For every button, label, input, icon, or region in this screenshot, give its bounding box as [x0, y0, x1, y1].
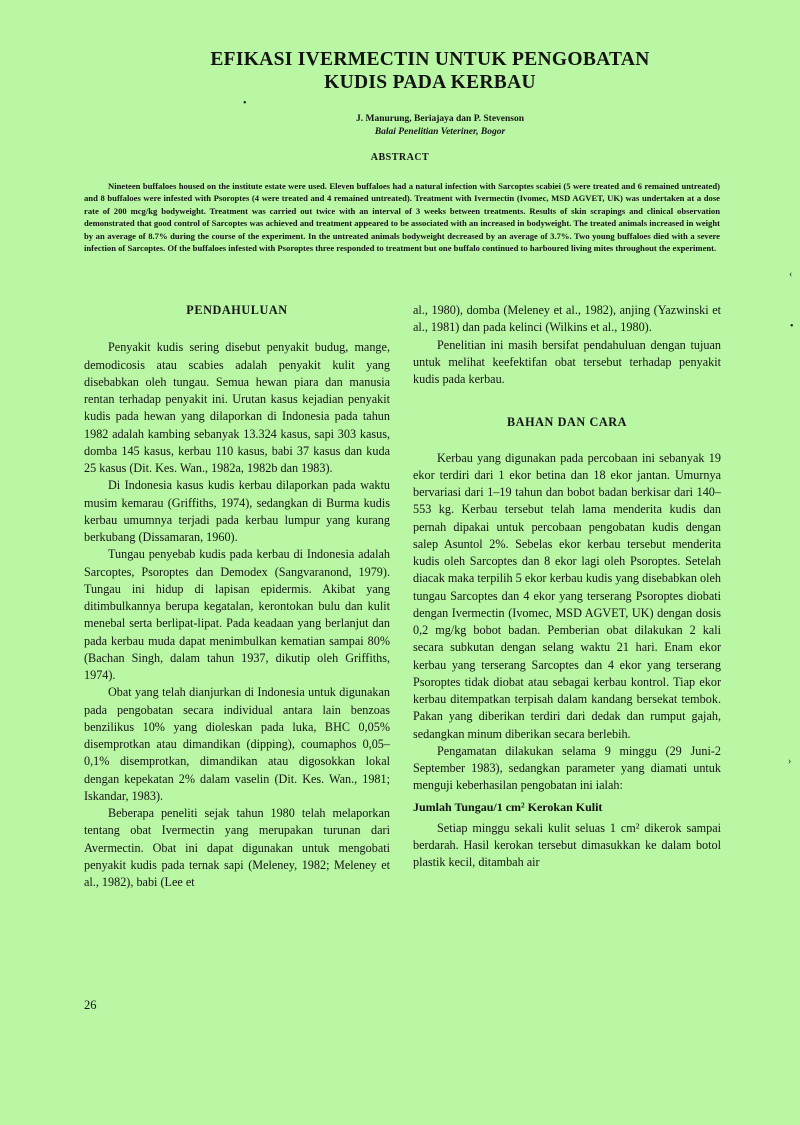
- margin-mark: ›: [788, 756, 792, 767]
- paragraph: Beberapa peneliti sejak tahun 1980 telah melaporkan tentang obat Ivermectin yang merupakan turunan dari Avermectin. Obat ini dapat digunakan untuk mengobati penyakit kudis pada ternak sapi (Meleney, 1982; Meleney et al., 1982), babi (Lee et: [84, 806, 390, 889]
- affiliation: Balai Penelitian Veteriner, Bogor: [374, 127, 506, 137]
- margin-mark: •: [790, 321, 794, 332]
- paper-title: [120, 48, 740, 94]
- author-block: [220, 113, 660, 139]
- abstract-heading: ABSTRACT: [370, 152, 430, 163]
- subheading: Jumlah Tungau/1 cm² Kerokan Kulit: [413, 799, 603, 814]
- authors: J. Manurung, Beriajaya dan P. Stevenson: [355, 114, 525, 124]
- title-line-2: KUDIS PADA KERBAU: [324, 72, 536, 93]
- paragraph: Tungau penyebab kudis pada kerbau di Indonesia adalah Sarcoptes, Psoroptes dan Demodex (Sangvaranond, 1979). Tungau ini hidup di lapisan epidermis. Akibat yang ditimbulkannya berupa kegatalan, kerontokan bulu dan kulit menebal serta berlipat-lipat. Pada keadaan yang berlanjut dan pada kerbau muda dapat menimbulkan kematian sampai 80% (Bachan Singh, dalam tahun 1937, dikutip oleh Griffiths, 1974).: [84, 547, 390, 682]
- title-line-1: EFIKASI IVERMECTIN UNTUK PENGOBATAN: [210, 49, 650, 70]
- page-number: 26: [84, 998, 97, 1012]
- abstract-text: Nineteen buffaloes housed on the institute estate were used. Eleven buffaloes had a natural infection with Sarcoptes scabiei (5 were treated and 6 remained untreated) and 8 buffaloes were infested with Psoroptes (4 were treated and 4 remained untreated). Treatment with Ivermectin (Ivomec, MSD AGVET, UK) was undertaken at a dose rate of 200 mcg/kg bodyweight. Treatment was carried out twice with an interval of 3 weeks between treatments. Results of skin scrapings and clinical observation demonstrated that good control of Sarcoptes was achieved and treatment appeared to be associated with an increased in bodyweight. The treated animals increased in weight by an average of 8.7% during the course of the experiment. In the untreated animals bodyweight decreased by an average of 3.7%. Two young buffaloes died with a severe infection of Sarcoptes. Of the buffaloes infested with Psoroptes three responded to treatment but one buffalo continued to harboured living mites throughout the experiment.: [84, 181, 720, 254]
- margin-mark: ‹: [789, 269, 793, 280]
- section-heading-pendahuluan: PENDAHULUAN: [186, 303, 288, 317]
- right-column: [413, 302, 721, 872]
- paragraph: Pengamatan dilakukan selama 9 minggu (29 Juni-2 September 1983), sedangkan parameter yang diamati untuk menguji keberhasilan pengobatan ini ialah:: [413, 743, 721, 793]
- paragraph: Penyakit kudis sering disebut penyakit budug, mange, demodicosis atau scabies adalah penyakit kulit yang disebabkan oleh tungau. Semua hewan piara dan manusia rentan terhadap penyakit ini. Urutan kasus kejadian penyakit kudis pada hewan yang dilaporkan di Indonesia pada tahun 1982 adalah kambing sebanyak 13.324 kasus, sapi 303 kasus, domba 145 kasus, kerbau 110 kasus, babi 37 kasus dan kuda 25 kasus (Dit. Kes. Wan., 1982a, 1982b dan 1983).: [84, 340, 390, 475]
- left-column: [84, 302, 390, 891]
- paragraph: Di Indonesia kasus kudis kerbau dilaporkan pada waktu musim kemarau (Griffiths, 1974), sedangkan di Burma kudis kerbau umumnya terjadi pada kerbau lumpur yang kurang berkubang (Dissamaran, 1960).: [84, 478, 390, 544]
- paragraph: Setiap minggu sekali kulit seluas 1 cm² dikerok sampai berdarah. Hasil kerokan tersebut dimasukkan ke dalam botol plastik kecil, ditambah air: [413, 820, 721, 870]
- section-heading-bahan-dan-cara: BAHAN DAN CARA: [506, 415, 628, 430]
- paragraph: al., 1980), domba (Meleney et al., 1982), anjing (Yazwinski et al., 1981) dan pada kelinci (Wilkins et al., 1980).: [413, 303, 721, 335]
- stray-dot: •: [243, 98, 247, 109]
- paragraph: Kerbau yang digunakan pada percobaan ini sebanyak 19 ekor terdiri dari 1 ekor betina dan 18 ekor jantan. Umurnya bervariasi dari 1–19 tahun dan bobot badan berkisar dari 140–553 kg. Kerbau tersebut telah lama menderita kudis dan pernah dipakai untuk percobaan pengobatan kudis dengan salep Asuntol 2%. Sebelas ekor kerbau tersebut menderita kudis oleh Sarcoptes dan 8 ekor lagi oleh Psoroptes. Setelah diacak maka terpilih 5 ekor kerbau kudis yang disebabkan oleh tungau Sarcoptes dan 4 ekor yang terserang Psoroptes diobati dengan Ivermectin (Ivomec, MSD AGVET, UK) dengan dosis 0,2 mg/kg bobot badan. Pemberian obat dilakukan 2 kali secara subkutan dengan selang waktu 21 hari. Enam ekor kerbau yang terserang Sarcoptes dan 4 ekor yang terserang Psoroptes tidak diobat atau sebagai kerbau kontrol. Tiap ekor kerbau ditempatkan terpisah dalam kandang bersekat tembok. Pakan yang diberikan terdiri dari dedak dan rumput gajah, sedangkan minum diberikan secara berlebih.: [413, 450, 721, 741]
- paragraph: Obat yang telah dianjurkan di Indonesia untuk digunakan pada pengobatan secara individual antara lain benzoas benzilikus 10% yang dioleskan pada luka, BHC 0,05% disemprotkan atau dimandikan (dipping), coumaphos 0,05–0,1% disemprotkan, dimandikan atau digosokkan lokal dengan kepekatan 2% dalam vaselin (Dit. Kes. Wan., 1981; Iskandar, 1983).: [84, 685, 390, 803]
- paragraph: Penelitian ini masih bersifat pendahuluan dengan tujuan untuk melihat keefektifan obat tersebut terhadap penyakit kudis pada kerbau.: [413, 337, 721, 386]
